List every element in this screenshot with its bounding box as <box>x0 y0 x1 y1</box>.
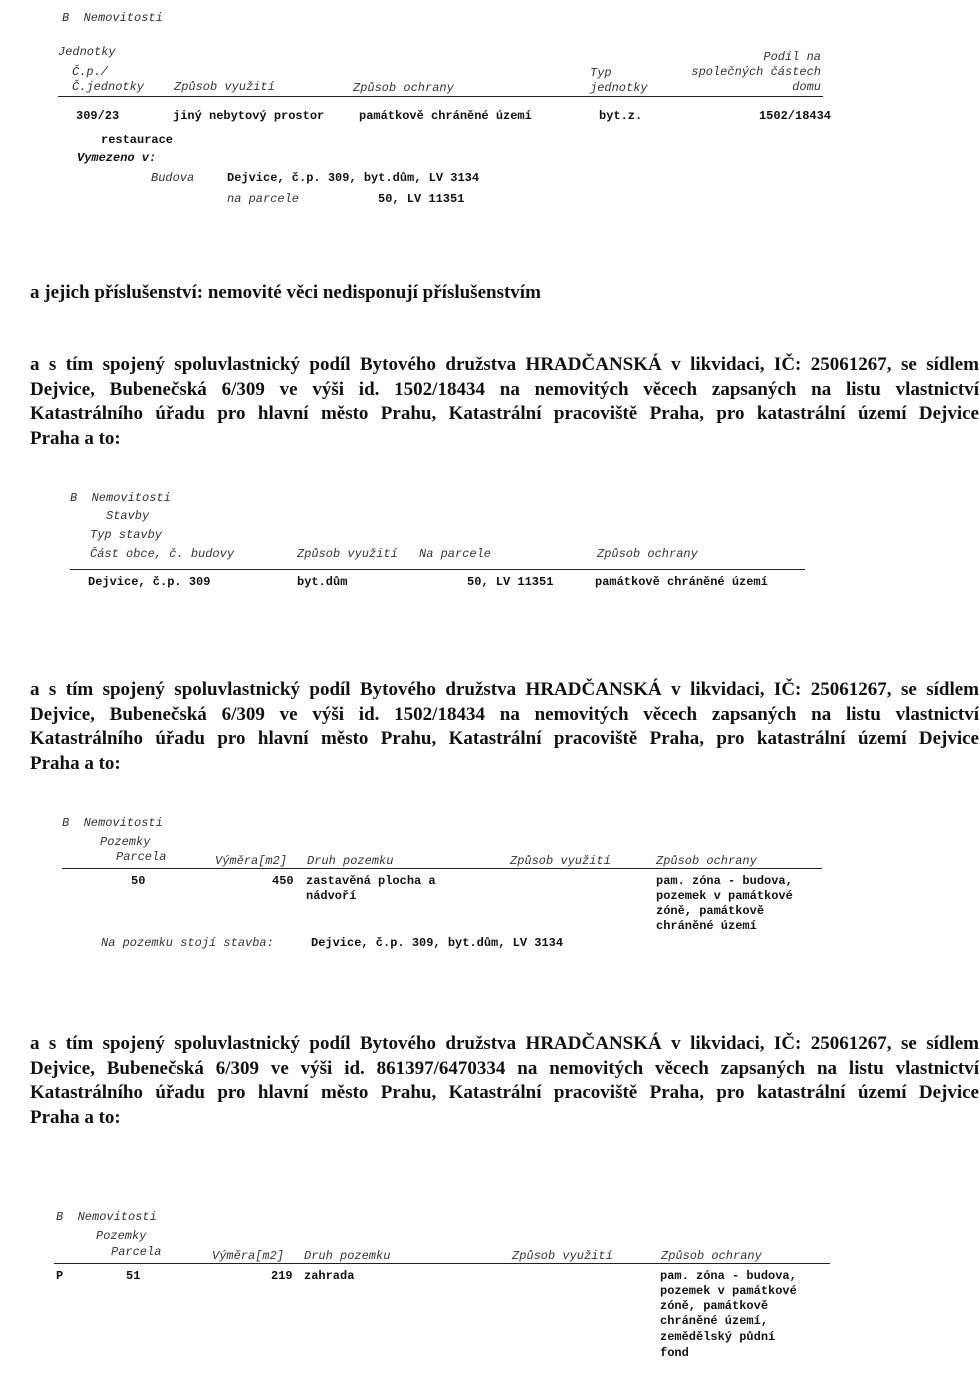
col-header-podil: Podíl na <box>763 50 821 64</box>
subheading-pozemky: Pozemky <box>100 835 151 849</box>
paragraph-spoluvlastnicky-podil-3 <box>30 1032 979 1130</box>
paragraph-line: Praha a to: <box>30 1106 121 1128</box>
section-heading: B Nemovitosti <box>70 491 171 505</box>
parcel-number: 50 <box>131 874 146 888</box>
col-header-zpusob-vyuziti: Způsob využití <box>174 80 275 94</box>
parcel-protection: pam. zóna - budova, <box>660 1269 797 1283</box>
unit-protection: památkově chráněné území <box>359 109 532 123</box>
paragraph-line: a s tím spojený spoluvlastnický podíl Bytového družstva HRADČANSKÁ v likvidaci, IČ: 25061267, se sídlem <box>30 679 979 700</box>
paragraph-line: a s tím spojený spoluvlastnický podíl Bytového družstva HRADČANSKÁ v likvidaci, IČ: 25061267, se sídlem <box>30 354 979 375</box>
paragraph-line: Dejvice, Bubenečská 6/309 ve výši id. 1502/18434 na nemovitých věcech zapsaných na listu vlastnictví <box>30 378 979 400</box>
unit-usage-cont: restaurace <box>101 133 174 147</box>
col-header-druh-pozemku: Druh pozemku <box>304 1249 391 1263</box>
col-header-zpusob-ochrany: Způsob ochrany <box>656 854 757 868</box>
vymezeno-label: Vymezeno v: <box>77 151 157 165</box>
parcel-protection: zóně, památkově <box>660 1299 769 1313</box>
col-header-zpusob-vyuziti: Způsob využití <box>510 854 611 868</box>
col-header-typ-jednotky: jednotky <box>590 81 648 95</box>
building-location: Dejvice, č.p. 309 <box>88 575 211 589</box>
paragraph-line: Dejvice, Bubenečská 6/309 ve výši id. 1502/18434 na nemovitých věcech zapsaných na listu vlastnictví <box>30 703 979 725</box>
budova-label: Budova <box>151 171 195 185</box>
parcel-area: 219 <box>271 1269 293 1283</box>
paragraph-line: a jejich příslušenství: nemovité věci nedisponují příslušenstvím <box>30 282 541 303</box>
col-header-parcela: Parcela <box>116 850 167 864</box>
parcel-protection: chráněné území <box>656 919 757 933</box>
paragraph-spoluvlastnicky-podil-2 <box>30 678 979 776</box>
stavba-value: Dejvice, č.p. 309, byt.dům, LV 3134 <box>311 936 564 950</box>
section-heading: B Nemovitosti <box>62 11 163 25</box>
parcel-protection: fond <box>660 1346 689 1360</box>
unit-number: 309/23 <box>76 109 120 123</box>
col-header-jednotky: Jednotky <box>58 45 116 59</box>
parcela-value: 50, LV 11351 <box>378 192 465 206</box>
col-header-zpusob-ochrany: Způsob ochrany <box>661 1249 762 1263</box>
col-header-cp: Č.p./ <box>72 65 109 79</box>
col-header-na-parcele: Na parcele <box>419 547 492 561</box>
subheading-typ-stavby: Typ stavby <box>90 528 163 542</box>
building-parcel: 50, LV 11351 <box>467 575 554 589</box>
parcel-protection: pam. zóna - budova, <box>656 874 793 888</box>
paragraph-line: Katastrálního úřadu pro hlavní město Prahu, Katastrální pracoviště Praha, pro katastrální území Dejvice <box>30 728 979 749</box>
subheading-stavby: Stavby <box>106 509 150 523</box>
header-rule <box>58 96 823 97</box>
parcel-type-cont: nádvoří <box>306 889 357 903</box>
parcel-number: 51 <box>126 1269 141 1283</box>
parcel-protection: pozemek v památkové <box>656 889 793 903</box>
header-rule <box>70 569 805 570</box>
building-protection: památkově chráněné území <box>595 575 768 589</box>
stavba-label: Na pozemku stojí stavba: <box>101 936 274 950</box>
col-header-domu: domu <box>792 80 821 94</box>
section-heading: B Nemovitosti <box>62 816 163 830</box>
paragraph-line: Praha a to: <box>30 427 121 449</box>
budova-value: Dejvice, č.p. 309, byt.dům, LV 3134 <box>227 171 480 185</box>
col-header-vymera: Výměra[m2] <box>215 854 288 868</box>
unit-usage: jiný nebytový prostor <box>173 109 325 123</box>
col-header-druh-pozemku: Druh pozemku <box>307 854 394 868</box>
col-header-parcela: Parcela <box>111 1245 162 1259</box>
col-header-zpusob-ochrany: Způsob ochrany <box>353 81 454 95</box>
parcel-area: 450 <box>272 874 294 888</box>
parcela-label: na parcele <box>227 192 300 206</box>
header-rule <box>62 868 822 869</box>
parcel-type: zahrada <box>304 1269 355 1283</box>
parcel-flag: P <box>56 1269 64 1283</box>
parcel-protection: chráněné území, <box>660 1314 769 1328</box>
unit-type: byt.z. <box>599 109 643 123</box>
paragraph-line: Dejvice, Bubenečská 6/309 ve výši id. 861397/6470334 na nemovitých věcech zapsaných na listu vlastnictví <box>30 1057 979 1079</box>
parcel-protection: zemědělský půdní <box>660 1330 776 1344</box>
col-header-typ: Typ <box>590 66 612 80</box>
parcel-protection: pozemek v památkové <box>660 1284 797 1298</box>
col-header-cjednotky: Č.jednotky <box>72 80 145 94</box>
parcel-protection: zóně, památkově <box>656 904 765 918</box>
col-header-zpusob-ochrany: Způsob ochrany <box>597 547 698 561</box>
building-usage: byt.dům <box>297 575 348 589</box>
parcel-type: zastavěná plocha a <box>306 874 436 888</box>
col-header-spolecnych: společných částech <box>691 65 821 79</box>
col-header-zpusob-vyuziti: Způsob využití <box>297 547 398 561</box>
paragraph-spoluvlastnicky-podil-1 <box>30 353 979 451</box>
header-rule <box>54 1263 830 1264</box>
unit-share: 1502/18434 <box>758 109 831 123</box>
col-header-cast-obce: Část obce, č. budovy <box>90 547 235 561</box>
col-header-vymera: Výměra[m2] <box>212 1249 285 1263</box>
paragraph-line: a s tím spojený spoluvlastnický podíl Bytového družstva HRADČANSKÁ v likvidaci, IČ: 25061267, se sídlem <box>30 1033 979 1054</box>
subheading-pozemky: Pozemky <box>96 1229 147 1243</box>
paragraph-prislusenstvi <box>30 281 979 306</box>
paragraph-line: Katastrálního úřadu pro hlavní město Prahu, Katastrální pracoviště Praha, pro katastrální území Dejvice <box>30 403 979 424</box>
paragraph-line: Praha a to: <box>30 752 121 774</box>
section-heading: B Nemovitosti <box>56 1210 157 1224</box>
paragraph-line: Katastrálního úřadu pro hlavní město Prahu, Katastrální pracoviště Praha, pro katastrální území Dejvice <box>30 1082 979 1103</box>
col-header-zpusob-vyuziti: Způsob využití <box>512 1249 613 1263</box>
